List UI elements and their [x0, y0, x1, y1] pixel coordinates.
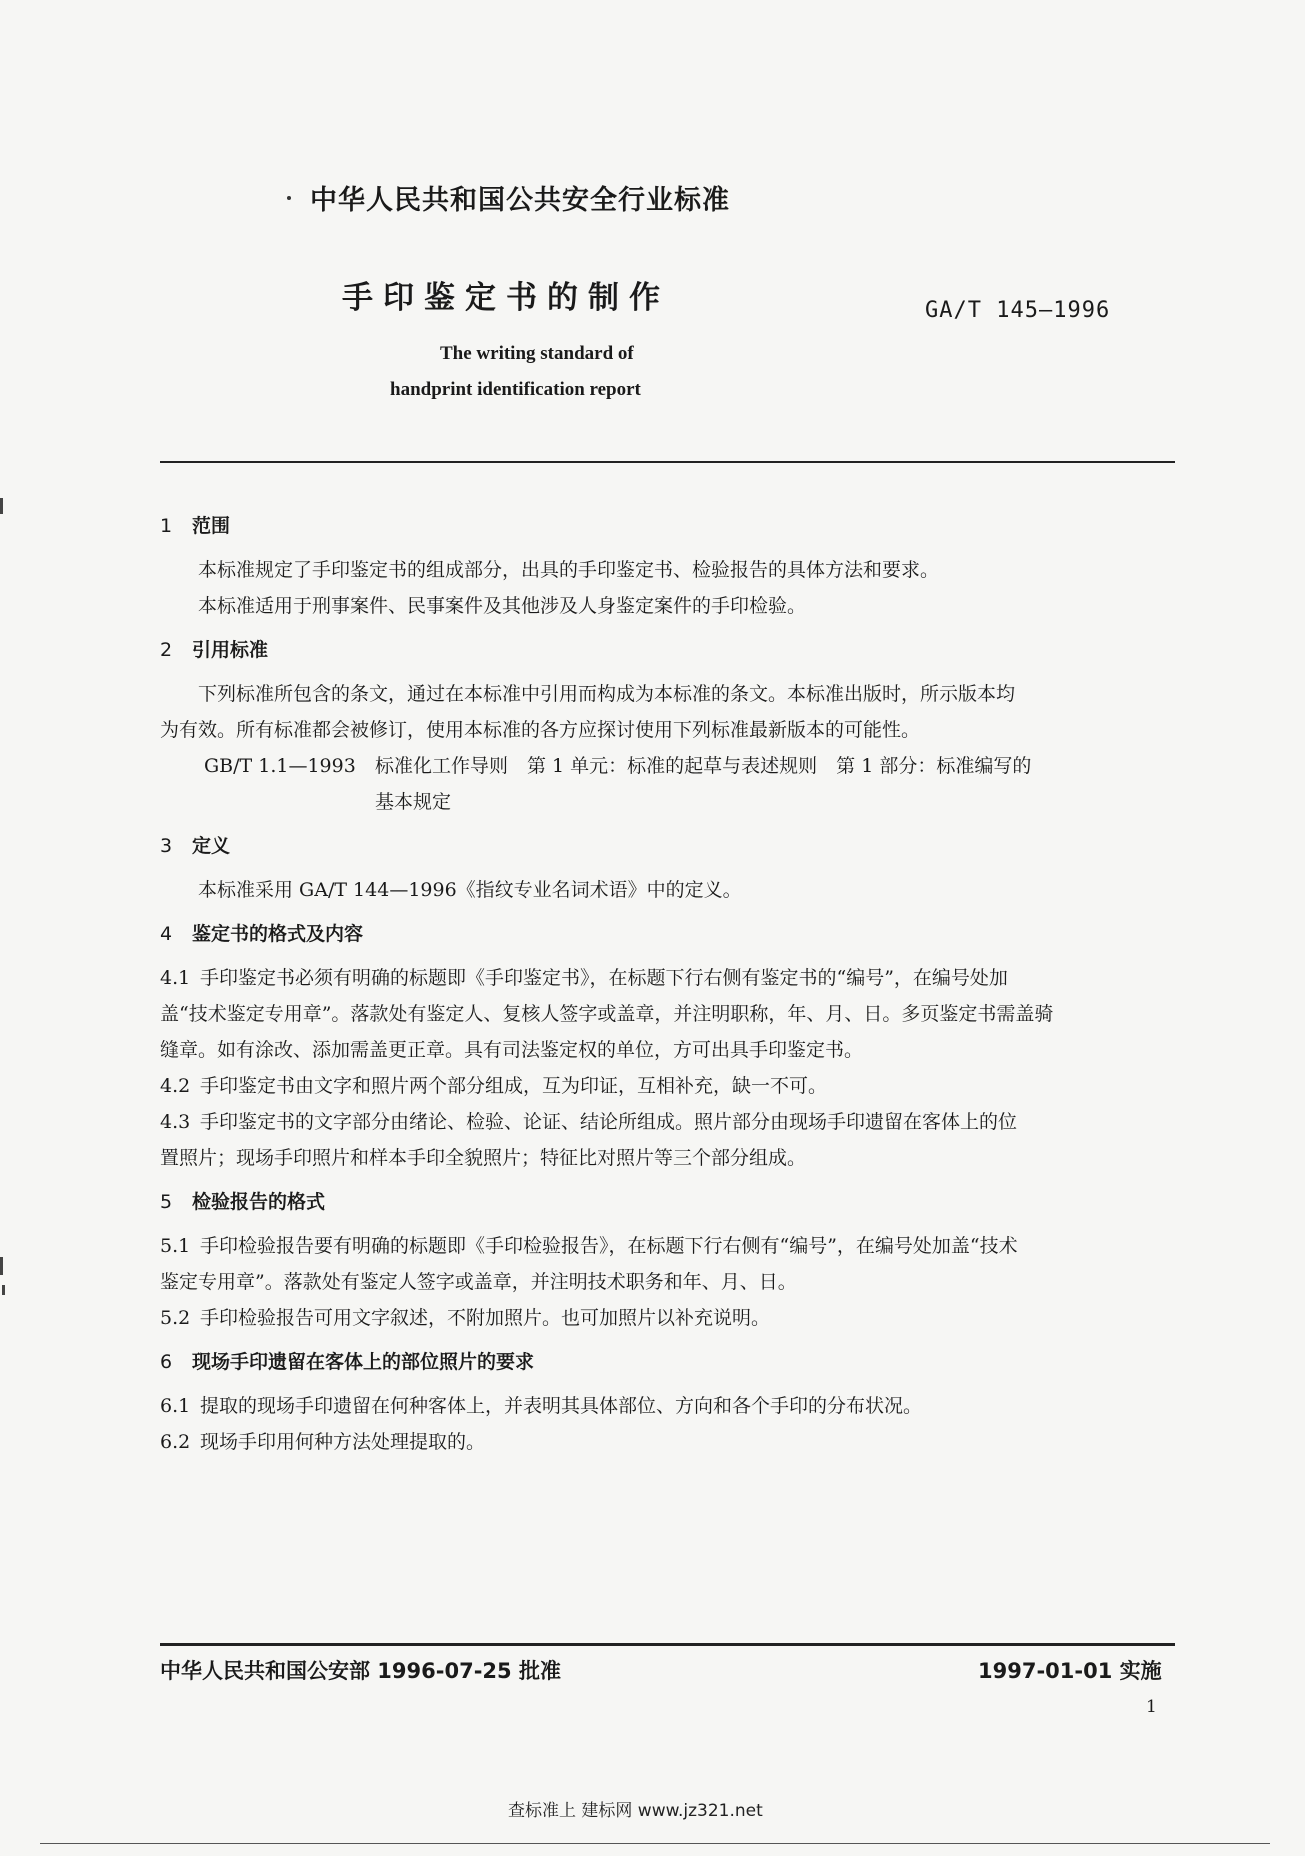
- scan-edge-mark: [0, 498, 3, 514]
- issuing-organization: 中华人民共和国公共安全行业标准: [310, 185, 730, 216]
- english-title-line2: handprint identification report: [390, 379, 641, 400]
- clause-6-2: 6.2 现场手印用何种方法处理提取的。: [160, 1431, 486, 1453]
- clause-text: 缝章。如有涂改、添加需盖更正章。具有司法鉴定权的单位，方可出具手印鉴定书。: [160, 1039, 864, 1061]
- scan-speck: [287, 196, 291, 200]
- footer-divider: [160, 1643, 1175, 1646]
- document-title: 手印鉴定书的制作: [342, 280, 670, 316]
- reference-code: GB/T 1.1—1993: [204, 755, 356, 777]
- clause-4-1: 4.1 手印鉴定书必须有明确的标题即《手印鉴定书》，在标题下行右侧有鉴定书的“编号”，在编号处加: [160, 967, 1008, 989]
- section-title-format-content: 4 鉴定书的格式及内容: [160, 923, 364, 945]
- scan-edge-mark: [0, 1257, 3, 1275]
- clause-4-3: 4.3 手印鉴定书的文字部分由绪论、检验、论证、结论所组成。照片部分由现场手印遗留在客体上的位: [160, 1111, 1018, 1133]
- section-title-photo-requirements: 6 现场手印遗留在客体上的部位照片的要求: [160, 1351, 535, 1373]
- clause-6-1: 6.1 提取的现场手印遗留在何种客体上，并表明其具体部位、方向和各个手印的分布状况。: [160, 1395, 923, 1417]
- reference-title: 基本规定: [375, 791, 452, 813]
- approval-statement: 中华人民共和国公安部 1996-07-25 批准: [160, 1659, 561, 1683]
- scan-edge-mark: [2, 1285, 5, 1295]
- section-title-references: 2 引用标准: [160, 639, 269, 661]
- section-title-scope: 1 范围: [160, 515, 231, 537]
- section-title-report-format: 5 检验报告的格式: [160, 1191, 326, 1213]
- page-number: 1: [1146, 1697, 1157, 1717]
- header-divider: [160, 461, 1175, 463]
- clause-4-2: 4.2 手印鉴定书由文字和照片两个部分组成，互为印证，互相补充，缺一不可。: [160, 1075, 828, 1097]
- reference-entry-continued: [160, 784, 1175, 820]
- site-watermark: 查标准上 建标网 www.jz321.net: [508, 1801, 763, 1821]
- clause-5-2: 5.2 手印检验报告可用文字叙述，不附加照片。也可加照片以补充说明。: [160, 1307, 771, 1329]
- paragraph: 为有效。所有标准都会被修订，使用本标准的各方应探讨使用下列标准最新版本的可能性。: [160, 719, 921, 741]
- reference-entry: [160, 748, 1175, 784]
- clause-5-1: 5.1 手印检验报告要有明确的标题即《手印检验报告》，在标题下行右侧有“编号”，在编号处加盖“技术: [160, 1235, 1018, 1257]
- paragraph: 本标准规定了手印鉴定书的组成部分，出具的手印鉴定书、检验报告的具体方法和要求。: [198, 559, 940, 581]
- clause-text: 置照片；现场手印照片和样本手印全貌照片；特征比对照片等三个部分组成。: [160, 1147, 807, 1169]
- clause-text: 盖“技术鉴定专用章”。落款处有鉴定人、复核人签字或盖章，并注明职称，年、月、日。多页鉴定书需盖骑: [160, 1003, 1054, 1025]
- clause-text: 鉴定专用章”。落款处有鉴定人签字或盖章，并注明技术职务和年、月、日。: [160, 1271, 797, 1293]
- paragraph: 下列标准所包含的条文，通过在本标准中引用而构成为本标准的条文。本标准出版时，所示版本均: [198, 683, 1016, 705]
- scan-bottom-line: [40, 1843, 1270, 1844]
- english-title-line1: The writing standard of: [440, 343, 634, 364]
- section-title-definitions: 3 定义: [160, 835, 231, 857]
- paragraph: 本标准适用于刑事案件、民事案件及其他涉及人身鉴定案件的手印检验。: [198, 595, 807, 617]
- paragraph: 本标准采用 GA/T 144—1996《指纹专业名词术语》中的定义。: [198, 879, 742, 901]
- implementation-date: 1997-01-01 实施: [978, 1659, 1162, 1683]
- reference-title: 标准化工作导则 第 1 单元：标准的起草与表述规则 第 1 部分：标准编写的: [375, 755, 1032, 777]
- standard-number: GA/T 145—1996: [925, 298, 1111, 323]
- document-body: [160, 508, 1175, 1460]
